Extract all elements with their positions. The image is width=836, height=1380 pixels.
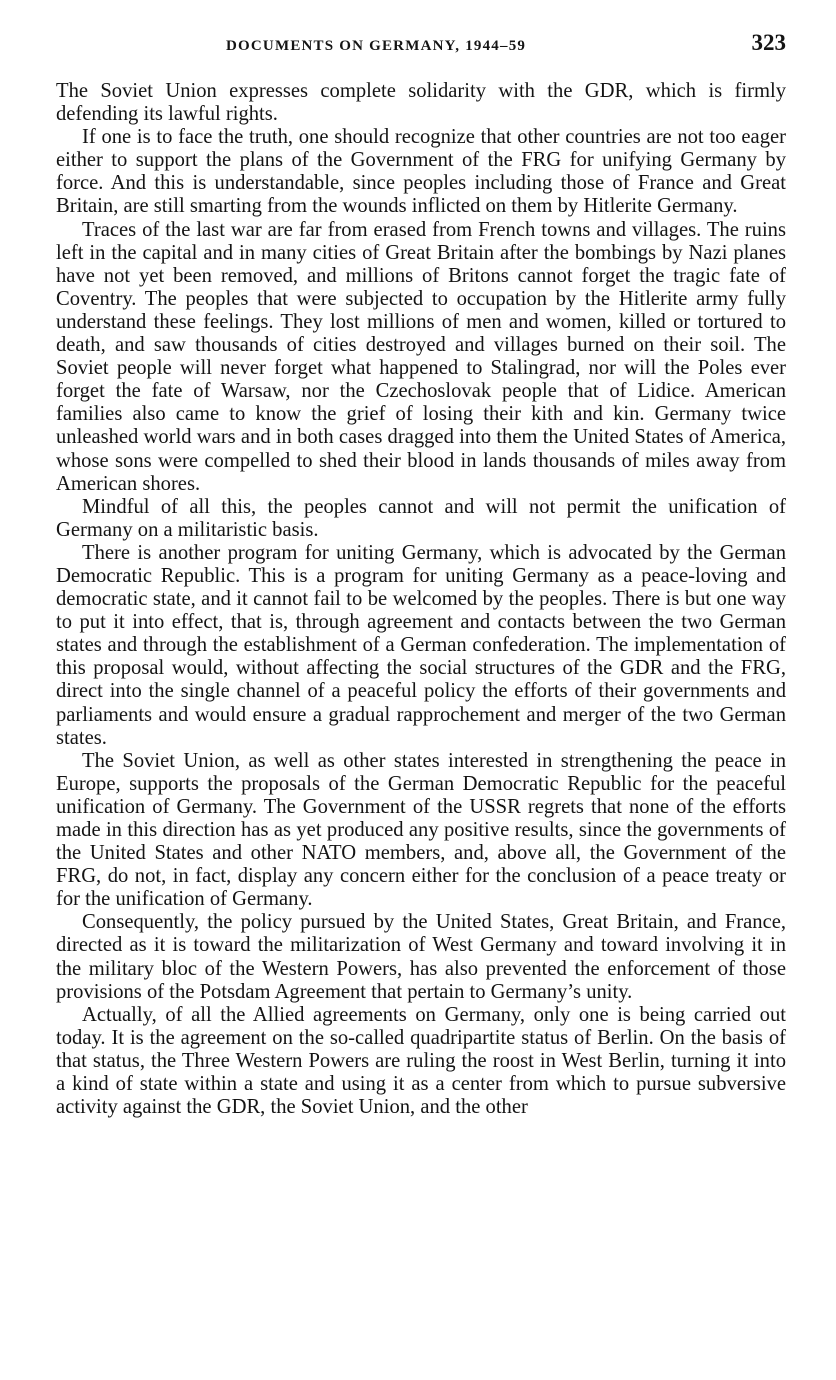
paragraph-5: There is another program for uniting Germany, which is advocated by the German Democratic Republic. This is a program for uniting Germany as a peace-loving and democratic state, and it cannot fail to be welcomed by the peoples. There is but one way to put it into effect, that is, through agreement and contacts between the two German states and through the establishment of a German confederation. The implementation of this proposal would, without affecting the social structures of the GDR and the FRG, direct into the single channel of a peaceful policy the efforts of their governments and parliaments and would ensure a gradual rapprochement and merger of the two German states. [56, 541, 786, 749]
page-header [56, 30, 786, 64]
document-page [56, 30, 786, 1119]
paragraph-3: Traces of the last war are far from erased from French towns and villages. The ruins left in the capital and in many cities of Great Britain after the bombings by Nazi planes have not yet been removed, and millions of Britons cannot forget the tragic fate of Coventry. The peoples that were subjected to occupation by the Hitlerite army fully understand these feelings. They lost millions of men and women, killed or tortured to death, and saw thousands of cities destroyed and villages burned on their soil. The Soviet people will never forget what happened to Stalingrad, nor will the Poles ever forget the fate of Warsaw, nor the Czechoslovak people that of Lidice. American families also came to know the grief of losing their kith and kin. Germany twice unleashed world wars and in both cases dragged into them the United States of America, whose sons were compelled to shed their blood in lands thousands of miles away from American shores. [56, 218, 786, 495]
paragraph-2: If one is to face the truth, one should recognize that other countries are not too eager either to support the plans of the Government of the FRG for unifying Germany by force. And this is understandable, since peoples including those of France and Great Britain, are still smarting from the wounds inflicted on them by Hitlerite Germany. [56, 126, 786, 218]
paragraph-8: Actually, of all the Allied agreements on Germany, only one is being carried out today. It is the agreement on the so-called quadripartite status of Berlin. On the basis of that status, the Three Western Powers are ruling the roost in West Berlin, turning it into a kind of state within a state and using it as a center from which to pursue subversive activity against the GDR, the Soviet Union, and the other [56, 1003, 786, 1119]
page-number: 323 [751, 30, 786, 55]
running-head-title: DOCUMENTS ON GERMANY, 1944–59 [226, 38, 527, 54]
paragraph-7: Consequently, the policy pursued by the United States, Great Britain, and France, directed as it is toward the militarization of West Germany and toward involving it in the military bloc of the Western Powers, has also prevented the enforcement of those provisions of the Potsdam Agreement that pertain to Germany’s unity. [56, 911, 786, 1003]
paragraph-6: The Soviet Union, as well as other states interested in strengthening the peace in Europe, supports the proposals of the German Democratic Republic for the peaceful unification of Germany. The Government of the USSR regrets that none of the efforts made in this direction has as yet produced any positive results, since the governments of the United States and other NATO members, and, above all, the Government of the FRG, do not, in fact, display any concern either for the conclusion of a peace treaty or for the unification of Germany. [56, 749, 786, 911]
paragraph-4: Mindful of all this, the peoples cannot and will not permit the unification of Germany on a militaristic basis. [56, 495, 786, 541]
body-text [56, 80, 786, 1119]
paragraph-1: The Soviet Union expresses complete solidarity with the GDR, which is firmly defending its lawful rights. [56, 80, 786, 126]
